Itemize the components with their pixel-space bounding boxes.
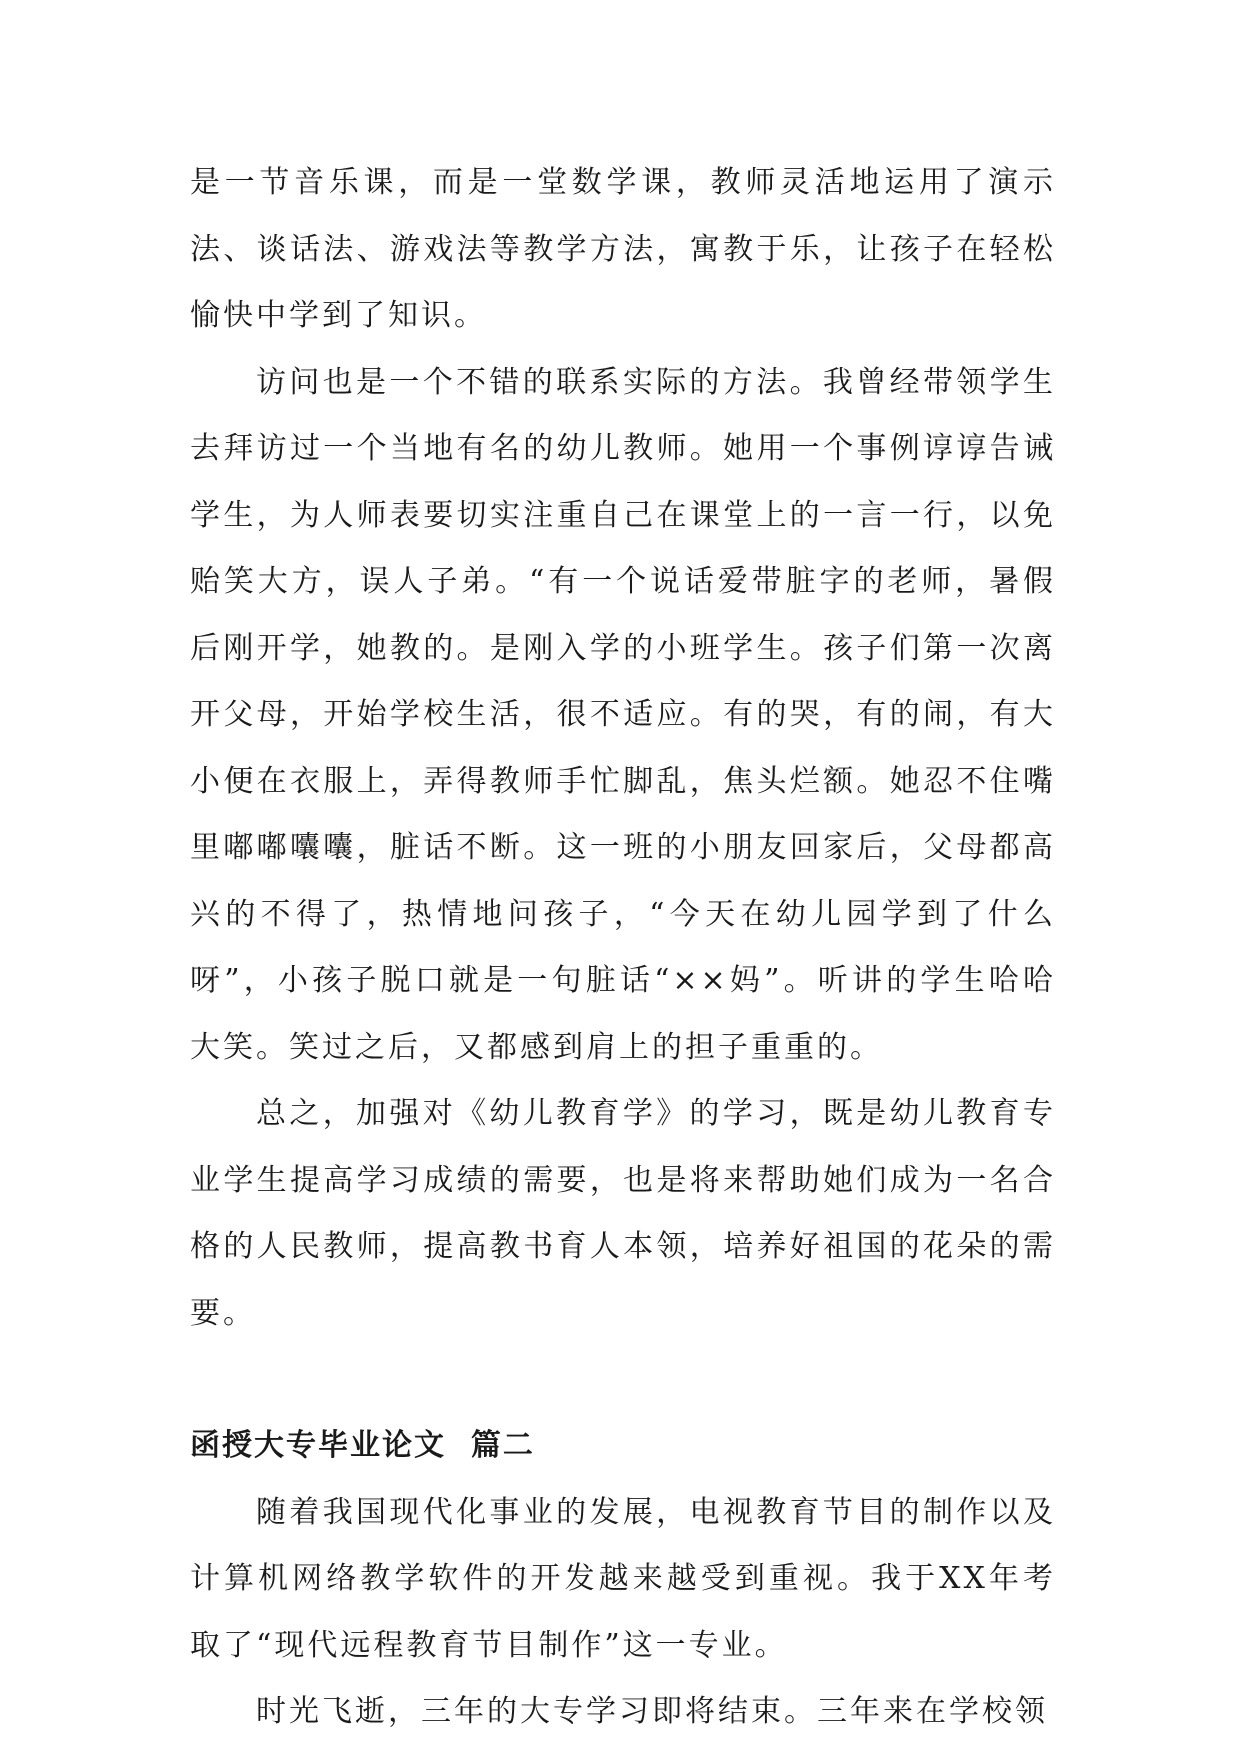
paragraph-visit: 访问也是一个不错的联系实际的方法。我曾经带领学生去拜访过一个当地有名的幼儿教师。她用一个事例谆谆告诫学生，为人师表要切实注重自己在课堂上的一言一行，以免贻笑大方，误人子弟。“有一个说话爱带脏字的老师，暑假后刚开学，她教的。是刚入学的小班学生。孩子们第一次离开父母，开始学校生活，很不适应。有的哭，有的闹，有大小便在衣服上，弄得教师手忙脚乱，焦头烂额。她忍不住嘴里嘟嘟囔囔，脏话不断。这一班的小朋友回家后，父母都高兴的不得了，热情地问孩子，“今天在幼儿园学到了什么呀”，小孩子脱口就是一句脏话“××妈”。听讲的学生哈哈大笑。笑过之后，又都感到肩上的担子重重的。 [190, 364, 1056, 1065]
paragraph-conclusion: 总之，加强对《幼儿教育学》的学习，既是幼儿教育专业学生提高学习成绩的需要，也是将来帮助她们成为一名合格的人民教师，提高教书育人本领，培养好祖国的花朵的需要。 [190, 1096, 1056, 1331]
document-body [190, 150, 1056, 1746]
paragraph-section-intro: 随着我国现代化事业的发展，电视教育节目的制作以及计算机网络教学软件的开发越来越受到重视。我于XX年考取了“现代远程教育节目制作”这一专业。 [190, 1494, 1056, 1663]
section-heading: 函授大专毕业论文 篇二 [190, 1428, 535, 1463]
paragraph-section-time: 时光飞逝，三年的大专学习即将结束。三年来在学校领 [256, 1694, 1048, 1729]
paragraph-continued: 是一节音乐课，而是一堂数学课，教师灵活地运用了演示法、谈话法、游戏法等教学方法，寓教于乐，让孩子在轻松愉快中学到了知识。 [190, 165, 1056, 333]
